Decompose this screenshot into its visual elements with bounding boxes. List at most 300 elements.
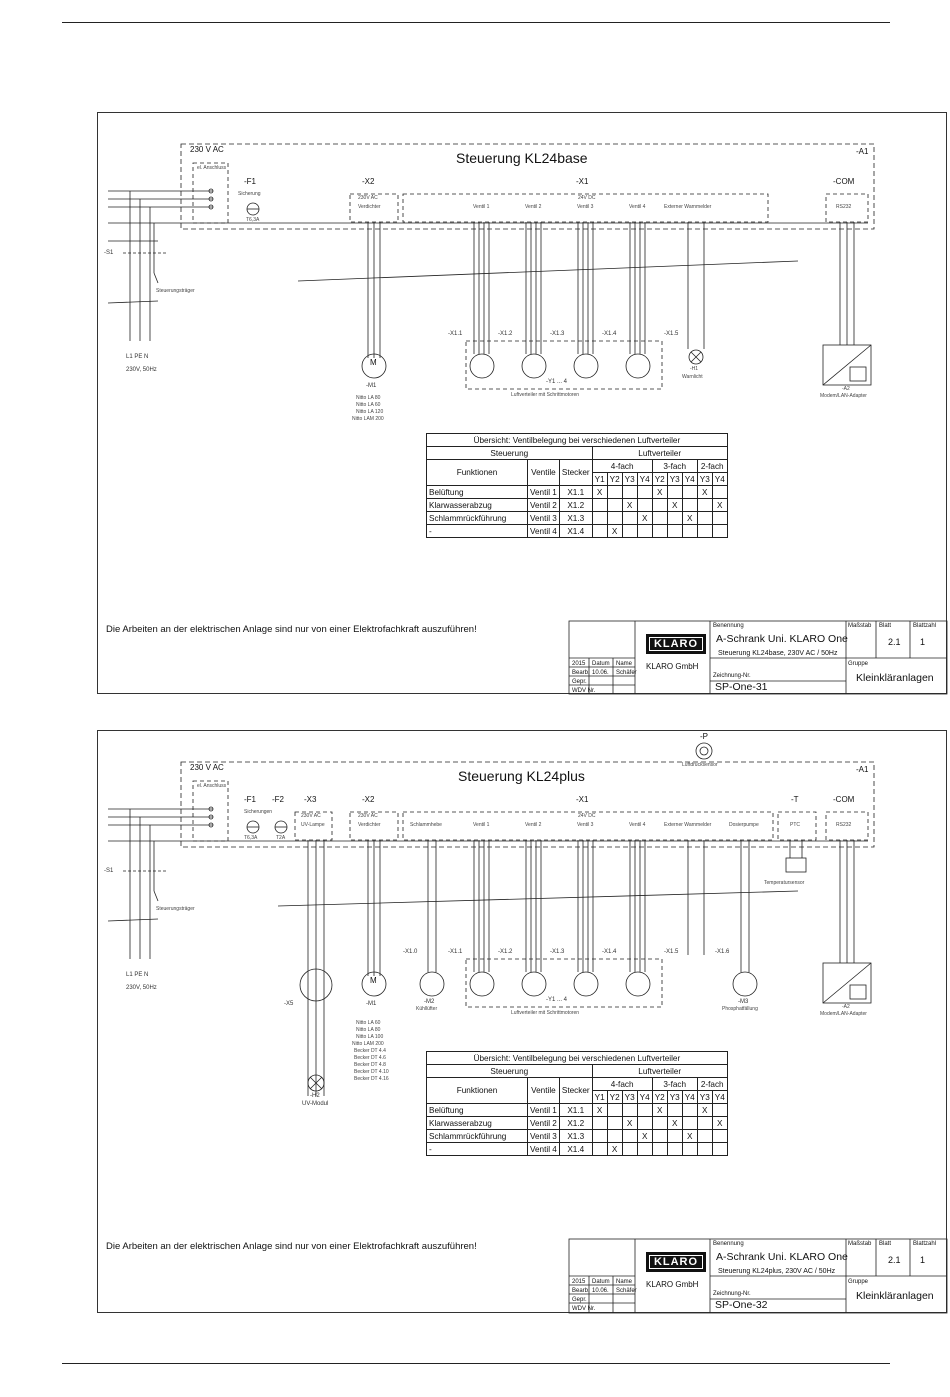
ventile-header: Ventile [528,1078,560,1104]
supply-hz: 230V, 50Hz [126,367,157,373]
table-row [427,525,728,538]
column-header: Y3 [697,473,712,486]
table-title: Übersicht: Ventilbelegung bei verschiedenen Luftverteiler [427,1052,728,1065]
mapping-cell [667,1130,682,1143]
mapping-cell [622,1104,637,1117]
year: 2015 [572,1279,586,1285]
rs232-label: RS232 [836,822,852,828]
x14-label: -X1.4 [602,331,617,337]
function-cell: Schlammrückführung [427,1130,528,1143]
m3-label: -M3 [738,999,749,1005]
module-label: -A1 [856,147,869,156]
plug-cell: X1.4 [559,525,592,538]
com-label: -COM [833,177,855,186]
x2-volt: 230V AC [358,813,378,819]
blatt-value: 2.1 [888,637,901,647]
m1-model-2: Nitto LA 60 [356,402,381,408]
s1-label: -S1 [104,868,114,874]
firm-name: KLARO GmbH [646,662,699,671]
klaro-logo [646,634,706,654]
motor-m1-symbol: M [370,976,377,985]
column-header: Y1 [592,1091,607,1104]
function-cell: - [427,1143,528,1156]
mapping-cell: X [607,525,622,538]
mapping-cell [682,1104,697,1117]
motor-m1-symbol: M [370,358,377,367]
function-cell: Belüftung [427,486,528,499]
plug-cell: X1.1 [559,486,592,499]
wiring-diagram [98,113,948,695]
fuse-label: -F1 [244,177,256,186]
year: 2015 [572,661,586,667]
mapping-cell [697,525,712,538]
table-row [427,1104,728,1117]
mapping-cell [712,1104,727,1117]
mapping-cell: X [667,499,682,512]
t-label: -T [791,795,799,804]
mapping-cell [607,512,622,525]
zeichnung-label: Zeichnung-Nr. [713,1291,751,1297]
luftverteiler-label: Luftverteiler mit Schrittmotoren [511,392,580,398]
mapping-cell [667,512,682,525]
valve-overview-table [426,433,728,538]
mapping-cell [592,499,607,512]
blatt-label: Blatt [879,1241,892,1247]
schematic-sheet-kl24plus [97,730,947,1313]
column-header: Y4 [712,473,727,486]
drawing-subtitle: Steuerung KL24plus, 230V AC / 50Hz [718,1268,836,1275]
mapping-cell: X [607,1143,622,1156]
mapping-cell [637,1117,652,1130]
mapping-cell [712,486,727,499]
plug-cell: X1.4 [559,1143,592,1156]
mapping-cell [697,499,712,512]
m1-model-8: Becker DT 4.10 [354,1069,389,1075]
supply-terminal: L1 PE N [126,972,149,978]
modem-label: Modem/LAN-Adapter [820,1011,867,1017]
mapping-cell [637,1143,652,1156]
mapping-cell [712,512,727,525]
mapping-cell: X [622,1117,637,1130]
x2-sub: Verdichter [358,822,381,828]
electrician-warning: Die Arbeiten an der elektrischen Anlage sind nur von einer Elektrofachkraft auszuführen! [106,1241,477,1252]
fuse-f2-value: T2A [276,835,286,841]
table-group-row [427,1065,728,1078]
bottom-rule [62,1363,890,1364]
steuerung-label: Steuerungsträger [156,906,195,912]
mapping-cell [607,1117,622,1130]
function-cell: Klarwasserabzug [427,1117,528,1130]
x15-label: -X1.5 [664,949,679,955]
gruppe-label: Gruppe [848,1279,869,1285]
function-cell: Klarwasserabzug [427,499,528,512]
mapping-cell [622,525,637,538]
column-header: Y2 [652,1091,667,1104]
valve-label-1: Ventil 1 [473,204,490,210]
column-header: Y3 [622,473,637,486]
fuse-sub: Sicherungen [244,809,273,815]
drawing-name: A-Schrank Uni. KLARO One [716,633,848,645]
mapping-cell: X [712,499,727,512]
luftdrucksensor-label: Luftdrucksensor [682,762,718,768]
mapping-cell [622,512,637,525]
supply-terminal: L1 PE N [126,354,149,360]
mapping-cell [667,1104,682,1117]
temperatursensor-label: Temperatursensor [764,880,805,886]
x3-sub: UV-Lampe [301,822,325,828]
mapping-cell [682,525,697,538]
mapping-cell: X [652,1104,667,1117]
rs232-label: RS232 [836,204,852,210]
table-title-row [427,434,728,447]
motor-m1-label: -M1 [366,1001,377,1007]
logo-text: KLARO [653,1256,699,1268]
bearb-name: Schäfer [616,670,637,676]
mapping-cell [637,525,652,538]
x10-label: -X1.0 [403,949,418,955]
mapping-cell [637,486,652,499]
bearb-name: Schäfer [616,1288,637,1294]
x13-label: -X1.3 [550,949,565,955]
blatt-label: Blatt [879,623,892,629]
blattzahl-label: Blattzahl [913,623,937,629]
table-title-row [427,1052,728,1065]
row-gepr: Gepr. [572,679,587,685]
a2-label: -A2 [842,1004,850,1010]
valve-label-4: Ventil 4 [629,204,646,210]
plug-cell: X1.2 [559,499,592,512]
mapping-cell [652,499,667,512]
vierfach-header: 4-fach [592,460,652,473]
blattzahl-value: 1 [920,637,926,647]
wiring-diagram [98,731,948,1314]
table-row [427,1117,728,1130]
h1-label: -H1 [690,366,699,372]
row-norm: WDV Nr. [572,688,596,694]
x1-label: -X1 [576,177,589,186]
x14-label: -X1.4 [602,949,617,955]
column-header: Y3 [622,1091,637,1104]
luftverteiler-header: Luftverteiler [592,447,727,460]
m1-model-2: Nitto LA 80 [356,1027,381,1033]
mapping-cell [667,1143,682,1156]
benennung-label: Benennung [713,623,744,629]
table-title: Übersicht: Ventilbelegung bei verschiedenen Luftverteiler [427,434,728,447]
valve-cell: Ventil 1 [528,486,560,499]
plus-valve-label-4: Ventil 3 [577,822,594,828]
fuse-value: T6,3A [246,217,260,223]
column-header: Y4 [637,473,652,486]
x1-volt: 24V DC [578,195,596,201]
table-row [427,486,728,499]
m1-model-4: Nitto LAM 200 [352,1041,384,1047]
mapping-cell [637,499,652,512]
gruppe-value: Kleinkläranlagen [856,1290,934,1302]
mapping-cell [592,512,607,525]
schematic-sheet-kl24base [97,112,947,694]
control-title: Steuerung KL24plus [458,768,585,784]
table-group-row [427,447,728,460]
funktionen-header: Funktionen [427,1078,528,1104]
zweifach-header: 2-fach [697,1078,727,1091]
valve-cell: Ventil 2 [528,1117,560,1130]
plus-valve-label-5: Ventil 4 [629,822,646,828]
phosphatfaellung-label: Phosphatfällung [722,1006,758,1012]
dreifach-header: 3-fach [652,460,697,473]
zweifach-header: 2-fach [697,460,727,473]
benennung-label: Benennung [713,1241,744,1247]
column-header: Y2 [607,1091,622,1104]
stecker-header: Stecker [559,1078,592,1104]
massstab-label: Maßstab [848,1241,872,1247]
x11-label: -X1.1 [448,331,463,337]
mapping-cell [682,486,697,499]
anschluss-label: el. Anschluss [197,165,227,171]
mapping-cell: X [697,1104,712,1117]
x12-label: -X1.2 [498,949,513,955]
mapping-cell [622,486,637,499]
row-norm: WDV Nr. [572,1306,596,1312]
column-header: Y4 [637,1091,652,1104]
m1-model-7: Becker DT 4.8 [354,1062,386,1068]
firm-name: KLARO GmbH [646,1280,699,1289]
bearb-date: 10.06. [592,1288,609,1294]
x1-volt: 24V DC [578,813,596,819]
column-header: Y4 [712,1091,727,1104]
table-row [427,512,728,525]
plug-cell: X1.3 [559,1130,592,1143]
mapping-cell: X [592,486,607,499]
mapping-cell: X [652,486,667,499]
m1-model-3: Nitto LA 120 [356,409,384,415]
funktionen-header: Funktionen [427,460,528,486]
row-gepr: Gepr. [572,1297,587,1303]
mapping-cell [697,1143,712,1156]
column-header: Y1 [592,473,607,486]
plug-cell: X1.3 [559,512,592,525]
mapping-cell: X [697,486,712,499]
steuerung-header: Steuerung [427,447,593,460]
valve-cell: Ventil 4 [528,1143,560,1156]
col-datum: Datum [592,661,610,667]
row-bearb: Bearb. [572,1288,590,1294]
mapping-cell [712,1143,727,1156]
column-header: Y4 [682,1091,697,1104]
klaro-logo [646,1252,706,1272]
col-name: Name [616,661,633,667]
mapping-cell [622,1130,637,1143]
top-rule [62,22,890,23]
gruppe-label: Gruppe [848,661,869,667]
m1-model-3: Nitto LA 100 [356,1034,384,1040]
ventile-header: Ventile [528,460,560,486]
m1-model-9: Becker DT 4.16 [354,1076,389,1082]
mapping-cell [697,1130,712,1143]
mapping-cell [682,499,697,512]
blattzahl-value: 1 [920,1255,926,1265]
gruppe-value: Kleinkläranlagen [856,672,934,684]
mapping-cell: X [592,1104,607,1117]
electrician-warning: Die Arbeiten an der elektrischen Anlage sind nur von einer Elektrofachkraft auszuführen! [106,624,477,635]
mapping-cell [637,1104,652,1117]
function-cell: - [427,525,528,538]
m2-label: -M2 [424,999,435,1005]
ptc-label: PTC [790,822,800,828]
zeichnung-value: SP-One-32 [715,1299,768,1311]
mapping-cell [607,499,622,512]
mapping-cell [622,1143,637,1156]
valve-range-label: -Y1 ... 4 [546,997,568,1003]
table-row [427,499,728,512]
mapping-cell [592,525,607,538]
zeichnung-label: Zeichnung-Nr. [713,673,751,679]
valve-cell: Ventil 3 [528,1130,560,1143]
x16-label: -X1.6 [715,949,730,955]
stecker-header: Stecker [559,460,592,486]
m1-model-4: Nitto LAM 200 [352,416,384,422]
mapping-cell [712,1130,727,1143]
dreifach-header: 3-fach [652,1078,697,1091]
column-header: Y4 [682,473,697,486]
s1-label: -S1 [104,250,114,256]
luftverteiler-header: Luftverteiler [592,1065,727,1078]
mapping-cell [607,486,622,499]
mapping-cell: X [682,512,697,525]
mapping-cell: X [622,499,637,512]
h2-label: -H2 [310,1093,320,1099]
drawing-name: A-Schrank Uni. KLARO One [716,1251,848,1263]
row-bearb: Bearb. [572,670,590,676]
valve-range-label: -Y1 ... 4 [546,379,568,385]
m1-model-1: Nitto LA 80 [356,395,381,401]
supply-hz: 230V, 50Hz [126,985,157,991]
supply-label: 230 V AC [190,145,224,154]
m1-model-6: Becker DT 4.6 [354,1055,386,1061]
x2-label: -X2 [362,795,375,804]
blatt-value: 2.1 [888,1255,901,1265]
warnlicht-label: Warnlicht [682,374,703,380]
x3-volt: 230V AC [301,813,321,819]
plug-cell: X1.2 [559,1117,592,1130]
plus-valve-label-1: Schlammhebe [410,822,442,828]
mapping-cell [652,1130,667,1143]
drawing-subtitle: Steuerung KL24base, 230V AC / 50Hz [718,650,838,657]
table-row [427,1130,728,1143]
anschluss-label: el. Anschluss [197,783,227,789]
mapping-cell [682,1117,697,1130]
fuse-f2-label: -F2 [272,795,284,804]
ext-warn-label: Externer Warnmelder [664,204,712,210]
col-datum: Datum [592,1279,610,1285]
valve-label-3: Ventil 3 [577,204,594,210]
plug-cell: X1.1 [559,1104,592,1117]
x2-volt: 230V AC [358,195,378,201]
supply-label: 230 V AC [190,763,224,772]
x5-label: -X5 [284,1001,294,1007]
mapping-cell [592,1117,607,1130]
table-header-row [427,460,728,473]
function-cell: Belüftung [427,1104,528,1117]
plus-valve-label-2: Ventil 1 [473,822,490,828]
ext-warn-label: Externer Warnmelder [664,822,712,828]
mapping-cell [592,1130,607,1143]
steuerung-header: Steuerung [427,1065,593,1078]
x15-label: -X1.5 [664,331,679,337]
m1-model-5: Becker DT 4.4 [354,1048,386,1054]
zeichnung-value: SP-One-31 [715,681,768,693]
steuerung-label: Steuerungsträger [156,288,195,294]
x13-label: -X1.3 [550,331,565,337]
fuse-sub: Sicherung [238,191,261,197]
mapping-cell: X [712,1117,727,1130]
table-header-row [427,1078,728,1091]
valve-cell: Ventil 1 [528,1104,560,1117]
mapping-cell: X [637,1130,652,1143]
x3-label: -X3 [304,795,317,804]
massstab-label: Maßstab [848,623,872,629]
x2-label: -X2 [362,177,375,186]
x12-label: -X1.2 [498,331,513,337]
p-label: -P [700,732,708,741]
modem-label: Modem/LAN-Adapter [820,393,867,399]
uv-modul-label: UV-Modul [302,1101,329,1107]
table-row [427,1143,728,1156]
column-header: Y2 [652,473,667,486]
com-label: -COM [833,795,855,804]
module-label: -A1 [856,765,869,774]
motor-m1-label: -M1 [366,383,377,389]
x2-sub: Verdichter [358,204,381,210]
mapping-cell [712,525,727,538]
x1-label: -X1 [576,795,589,804]
valve-overview-table [426,1051,728,1156]
mapping-cell [682,1143,697,1156]
plus-valve-label-3: Ventil 2 [525,822,542,828]
mapping-cell: X [637,512,652,525]
column-header: Y2 [607,473,622,486]
control-title: Steuerung KL24base [456,150,588,166]
mapping-cell [607,1104,622,1117]
luftverteiler-label: Luftverteiler mit Schrittmotoren [511,1010,580,1016]
kuehlluefter-label: Kühllüfter [416,1006,438,1012]
a2-label: -A2 [842,386,850,392]
bearb-date: 10.06. [592,670,609,676]
mapping-cell [607,1130,622,1143]
col-name: Name [616,1279,633,1285]
mapping-cell [697,512,712,525]
fuse-f1-value: T6,3A [244,835,258,841]
valve-cell: Ventil 3 [528,512,560,525]
mapping-cell [667,486,682,499]
fuse-f1-label: -F1 [244,795,256,804]
mapping-cell [652,525,667,538]
mapping-cell [652,1117,667,1130]
mapping-cell [592,1143,607,1156]
column-header: Y3 [697,1091,712,1104]
blattzahl-label: Blattzahl [913,1241,937,1247]
valve-cell: Ventil 2 [528,499,560,512]
column-header: Y3 [667,1091,682,1104]
mapping-cell [652,512,667,525]
mapping-cell: X [667,1117,682,1130]
m1-model-1: Nitto LA 60 [356,1020,381,1026]
mapping-cell: X [682,1130,697,1143]
column-header: Y3 [667,473,682,486]
mapping-cell [667,525,682,538]
function-cell: Schlammrückführung [427,512,528,525]
x11-label: -X1.1 [448,949,463,955]
valve-cell: Ventil 4 [528,525,560,538]
